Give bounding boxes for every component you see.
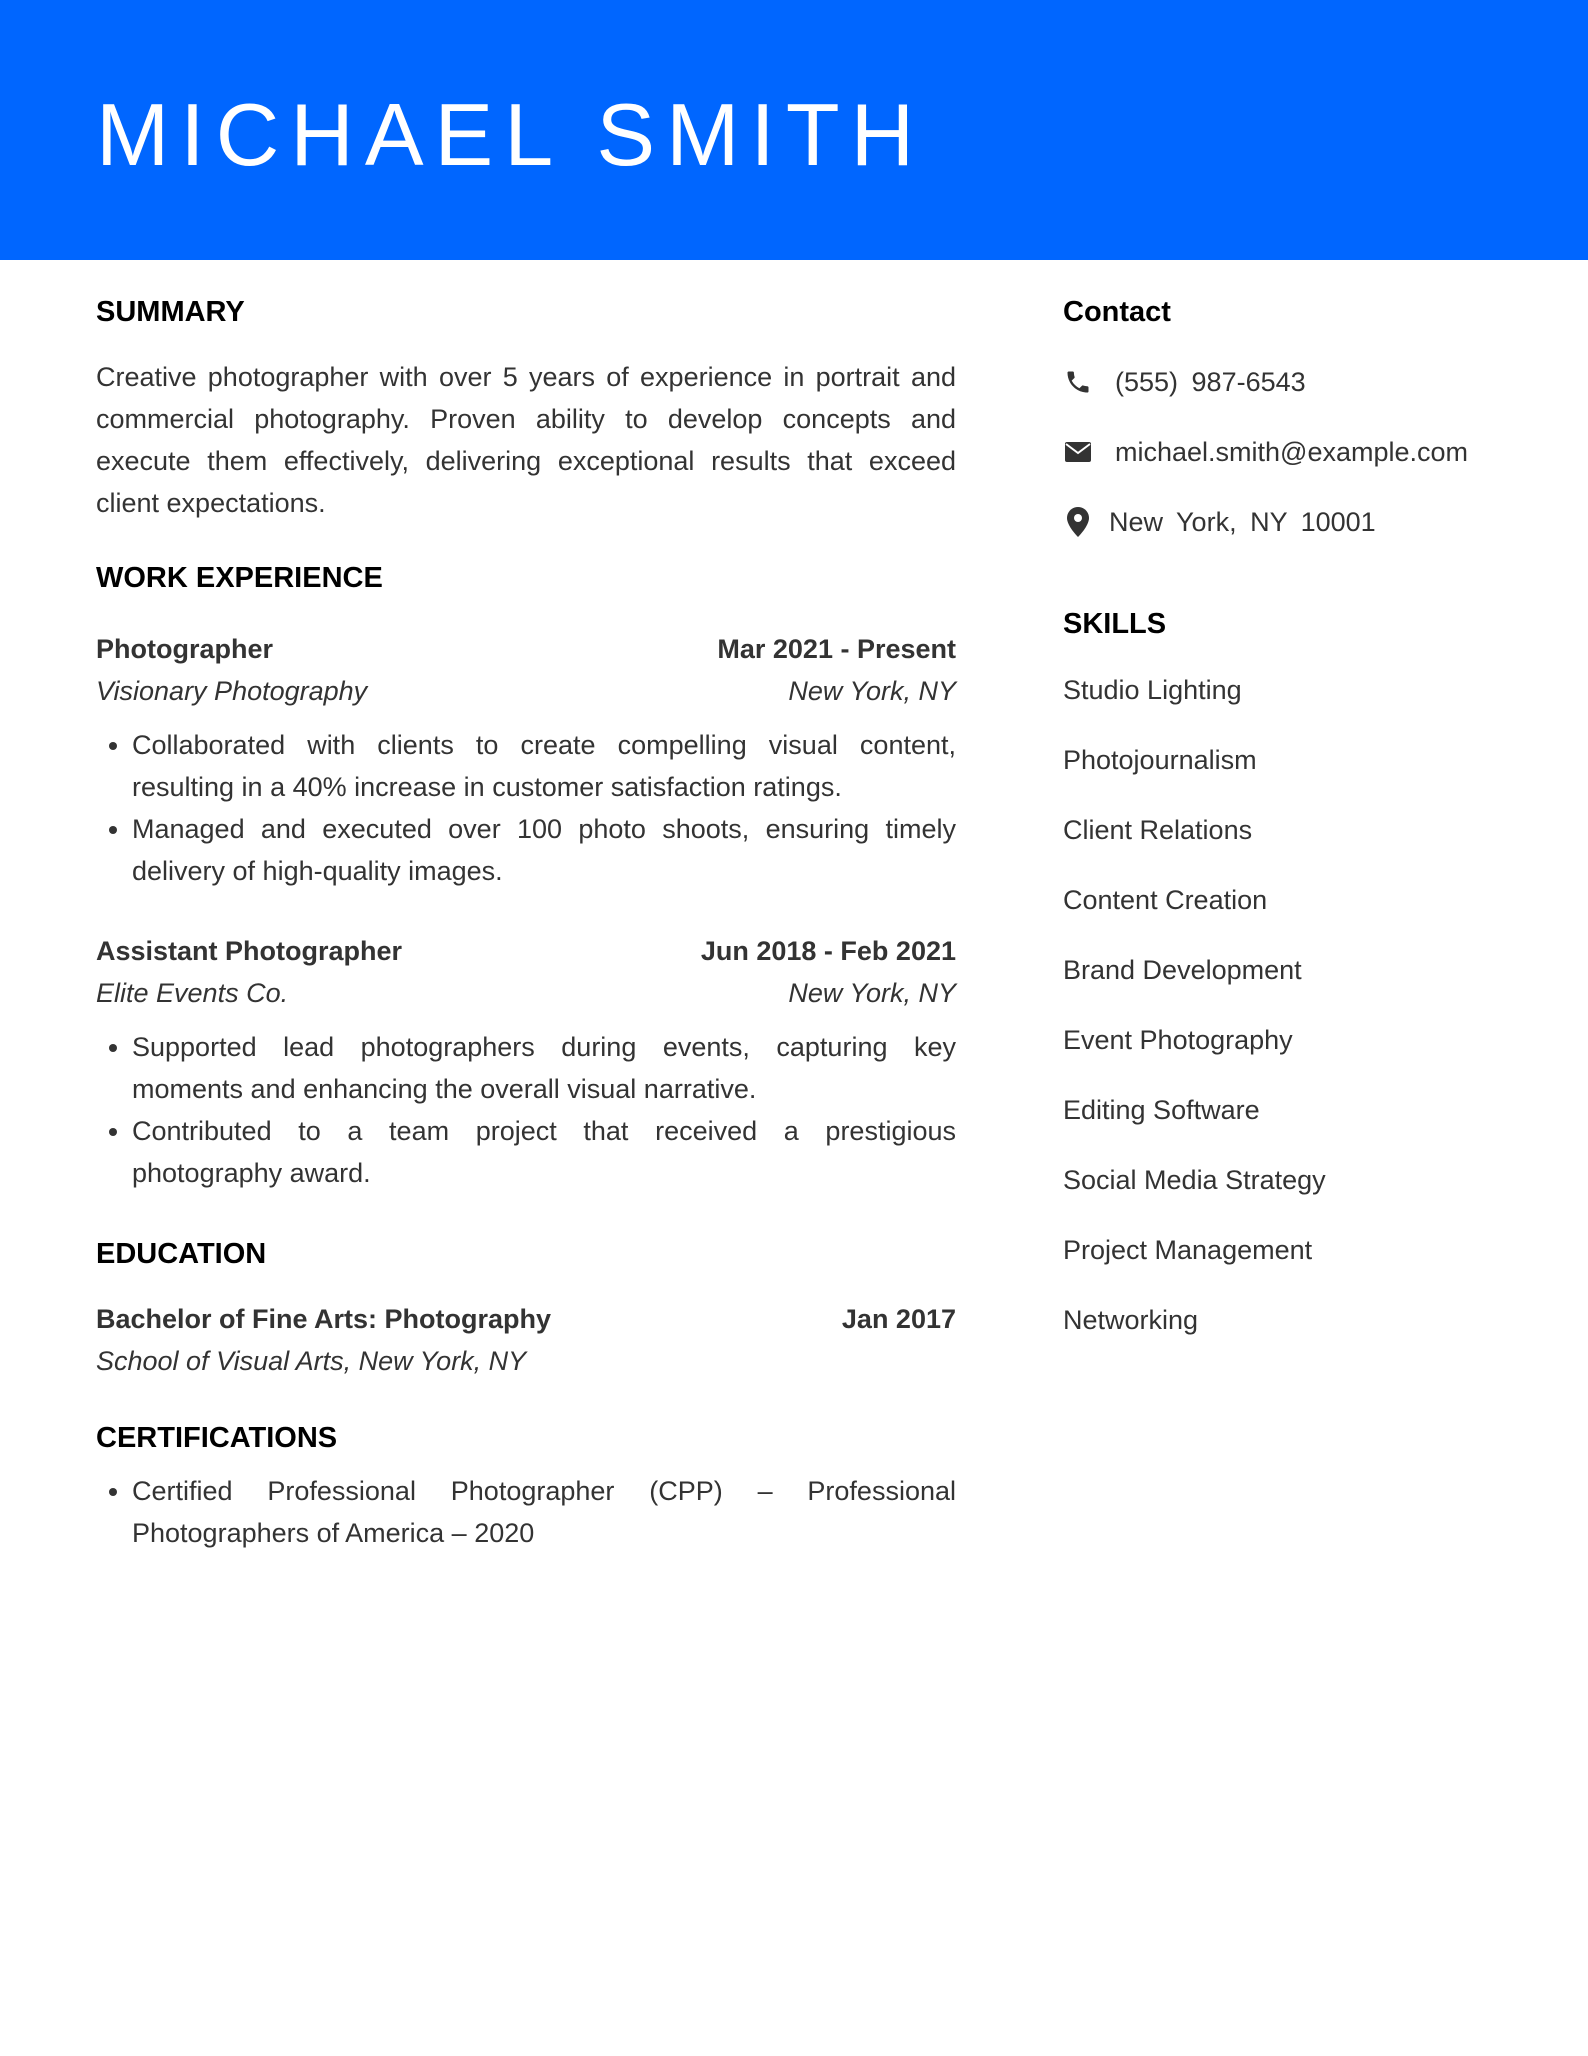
- job-header-row: [96, 930, 956, 972]
- job-bullet: • Supported lead photographers during events, capturing key moments and enhancing the overall visual narrative.: [132, 1026, 956, 1110]
- skill-item: Networking: [1063, 1305, 1199, 1335]
- skill-item: Studio Lighting: [1063, 675, 1242, 705]
- skill-item: Photojournalism: [1063, 745, 1257, 775]
- job-location: New York, NY: [788, 978, 956, 1008]
- job-dates: Jun 2018 - Feb 2021: [700, 936, 956, 966]
- job-entry: [96, 930, 956, 1194]
- certifications-heading: CERTIFICATIONS: [96, 1422, 338, 1454]
- job-company: Elite Events Co.: [96, 978, 289, 1008]
- job-company-row: [96, 972, 956, 1014]
- sidebar-column: [1063, 292, 1543, 1340]
- skill-item: Editing Software: [1063, 1095, 1260, 1125]
- job-company-row: [96, 670, 956, 712]
- job-bullets: [96, 724, 956, 892]
- job-role: Assistant Photographer: [96, 936, 403, 966]
- phone-number: (555) 987-6543: [1115, 367, 1306, 397]
- summary-text: Creative photographer with over 5 years of experience in portrait and commercial photography. Proven ability to develop concepts and execute them effectively, delivering exceptional results that exceed client expectations.: [96, 362, 956, 518]
- candidate-name: MICHAEL SMITH: [96, 85, 926, 184]
- contact-phone: [1063, 362, 1543, 402]
- job-role: Photographer: [96, 634, 274, 664]
- skill-item: Client Relations: [1063, 815, 1253, 845]
- contact-heading: Contact: [1063, 296, 1171, 328]
- job-bullet: • Contributed to a team project that received a prestigious photography award.: [132, 1110, 956, 1194]
- degree: Bachelor of Fine Arts: Photography: [96, 1304, 552, 1334]
- summary-heading: SUMMARY: [96, 296, 245, 328]
- contact-location: [1063, 502, 1543, 542]
- education-entry: [96, 1298, 956, 1382]
- certifications-list: [96, 1470, 956, 1554]
- job-dates: Mar 2021 - Present: [717, 634, 956, 664]
- education-heading: EDUCATION: [96, 1238, 267, 1270]
- email-address: michael.smith@example.com: [1115, 437, 1469, 467]
- education-header-row: [96, 1298, 956, 1340]
- main-column: [96, 292, 956, 1554]
- phone-icon: [1063, 367, 1093, 397]
- job-company: Visionary Photography: [96, 676, 368, 706]
- job-location: New York, NY: [788, 676, 956, 706]
- envelope-icon: [1063, 437, 1093, 467]
- map-pin-icon: [1063, 507, 1093, 537]
- work-experience-heading: WORK EXPERIENCE: [96, 562, 383, 594]
- education-school-row: [96, 1340, 956, 1382]
- job-bullet: • Collaborated with clients to create compelling visual content, resulting in a 40% increase in customer satisfaction ratings.: [132, 724, 956, 808]
- school: School of Visual Arts, New York, NY: [96, 1346, 527, 1376]
- skill-item: Event Photography: [1063, 1025, 1293, 1055]
- job-entry: [96, 628, 956, 892]
- job-bullets: [96, 1026, 956, 1194]
- job-header-row: [96, 628, 956, 670]
- location-text: New York, NY 10001: [1109, 507, 1376, 537]
- skill-item: Social Media Strategy: [1063, 1165, 1326, 1195]
- header-banner: [0, 0, 1588, 260]
- skill-item: Content Creation: [1063, 885, 1268, 915]
- skills-heading: SKILLS: [1063, 608, 1167, 640]
- graduation-date: Jan 2017: [841, 1304, 956, 1334]
- certification-item: • Certified Professional Photographer (CPP) – Professional Photographers of America – 2020: [132, 1470, 956, 1554]
- skill-item: Project Management: [1063, 1235, 1313, 1265]
- job-bullet: • Managed and executed over 100 photo shoots, ensuring timely delivery of high-quality images.: [132, 808, 956, 892]
- contact-email: [1063, 432, 1543, 472]
- skill-item: Brand Development: [1063, 955, 1302, 985]
